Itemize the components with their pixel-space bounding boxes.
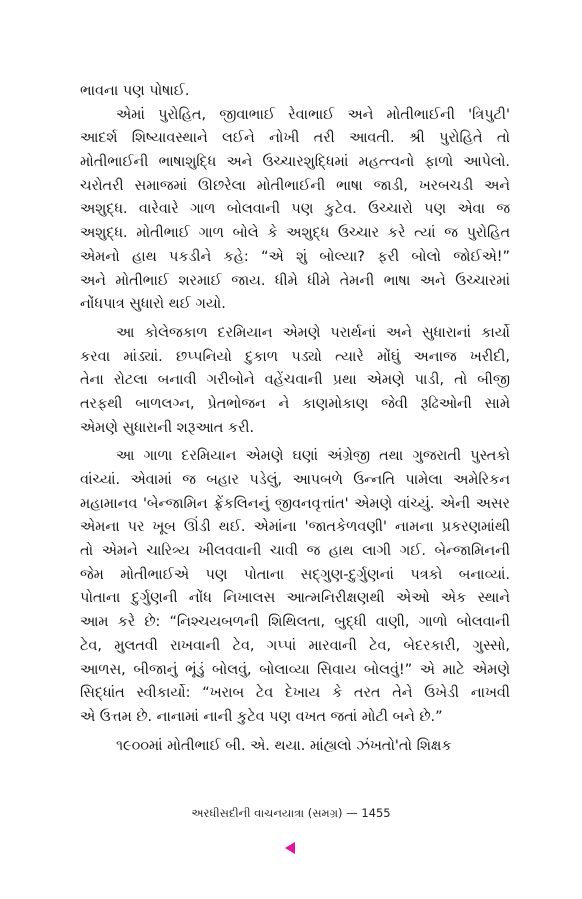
text-line: આમ કરે છે: “નિશ્ચયબળની શિથિલતા, બુદ્ધી વાણી, ગાળો બોલવાની <box>80 614 510 631</box>
text-line: નોંધપાત્ર સુધારો થઈ ગયો. <box>80 296 226 313</box>
text-line: આદર્શ શિષ્યાવસ્થાને લઈને નોખી તરી આવતી. શ્રી પુરોહિતે તો <box>80 130 510 147</box>
text-line: એમાં પુરોહિત, જીવાભાઈ રેવાભાઈ અને મોતીભાઈની 'ત્રિપુટી' <box>116 106 510 123</box>
text-line: આ કોલેજકાળ દરમિયાન એમણે પરાર્થનાં અને સુધારાનાં કાર્યો <box>116 324 510 341</box>
text-line: ભાવના પણ પોષાઈ. <box>80 83 190 99</box>
previous-page-triangle-left-icon[interactable] <box>285 842 295 854</box>
text-line: અશુદ્ધ. વારેવારે ગાળ બોલવાની પણ કુટેવ. ઉચ્ચારો પણ એવા જ <box>80 201 510 218</box>
text-line: પોતાના દુર્ગુણની નોંધ નિખાલસ આત્મનિરીક્ષણથી એઓ એક સ્થાને <box>80 590 510 607</box>
text-line: એમનો હાથ પકડીને કહે: “એ શું બોલ્યા? ફરી બોલો જોઈએ!” <box>80 248 510 265</box>
page-footer: અરધીસદીની વાચનયાત્રા (સમગ્ર) — 1455 <box>191 806 391 820</box>
text-line: આળસ, બીજાનું ભૂંડું બોલવું, બોલાવ્યા સિવાય બોલવું!” એ માટે એમણે <box>80 661 510 678</box>
text-line: એ ઉત્તમ છે. નાનામાં નાની કુટેવ પણ વખત જતાં મોટી બને છે.” <box>80 708 443 725</box>
text-line: કરવા માંડ્યાં. છપ્પનિયો દુકાળ પડ્યો ત્યારે મોંઘું અનાજ ખરીદી, <box>80 348 510 365</box>
page-body <box>80 80 510 758</box>
paragraph <box>80 104 510 317</box>
text-line: અશુદ્ધ. મોતીભાઈ ગાળ બોલે કે અશુદ્ધ ઉચ્ચાર કરે ત્યાં જ પુરોહિત <box>80 225 510 242</box>
paragraph <box>80 735 510 759</box>
paragraph <box>80 445 510 729</box>
paragraph <box>80 80 510 104</box>
text-line: આ ગાળા દરમિયાન એમણે ઘણાં અંગ્રેજી તથા ગુજરાતી પુસ્તકો <box>116 448 510 465</box>
text-line: વાંચ્યાં. એવામાં જ બહાર પડેલું, આપબળે ઉન્નતિ પામેલા અમેરિકન <box>80 472 510 488</box>
text-line: ૧૯૦૦માં મોતીભાઈ બી. એ. થયા. માંહ્યલો ઝંખતો'તો શિક્ષક <box>116 737 452 754</box>
text-line: અને મોતીભાઈ શરમાઈ જાય. ધીમે ધીમે તેમની ભાષા અને ઉચ્ચારમાં <box>80 272 510 289</box>
text-line: એમણે સુધારાની શરૂઆત કરી. <box>80 419 255 436</box>
text-line: તો એમને ચારિત્ર્ય ખીલવવાની ચાવી જ હાથ લાગી ગઈ. બેન્જામિનની <box>80 543 510 560</box>
text-line: ચરોતરી સમાજમાં ઊછરેલા મોતીભાઈની ભાષા જાડી, ખરબચડી અને <box>80 177 510 194</box>
text-line: તરફથી બાળલગ્ન, પ્રેતભોજન ને કાણમોકાણ જેવી રૂઢિઓની સામે <box>80 395 510 412</box>
text-line: મોતીભાઈની ભાષાશુદ્ધિ અને ઉચ્ચારશુદ્ધિમાં મહત્ત્વનો ફાળો આપેલો. <box>80 154 510 171</box>
text-line: મહામાનવ 'બેન્જામિન ફ્રેંકલિનનું જીવનવૃત્તાંત' એમણે વાંચ્યું. એની અસર <box>80 495 510 512</box>
text-line: એમના પર ખૂબ ઊંડી થઈ. એમાંના 'જાતકેળવણી' નામના પ્રકરણમાંથી <box>80 519 510 536</box>
text-line: જેમ મોતીભાઈએ પણ પોતાના સદ્ગુણ-દુર્ગુણનાં પત્રકો બનાવ્યાં. <box>80 566 510 583</box>
paragraph <box>80 322 510 440</box>
text-line: સિદ્ધાંત સ્વીકાર્યો: “ખરાબ ટેવ દેખાય કે તરત તેને ઉખેડી નાખવી <box>80 685 510 702</box>
text-line: તેના રોટલા બનાવી ગરીબોને વહેંચવાની પ્રથા એમણે પાડી, તો બીજી <box>80 372 510 389</box>
text-line: ટેવ, મુલતવી રાખવાની ટેવ, ગપ્પાં મારવાની ટેવ, બેદરકારી, ગુસ્સો, <box>80 637 510 654</box>
